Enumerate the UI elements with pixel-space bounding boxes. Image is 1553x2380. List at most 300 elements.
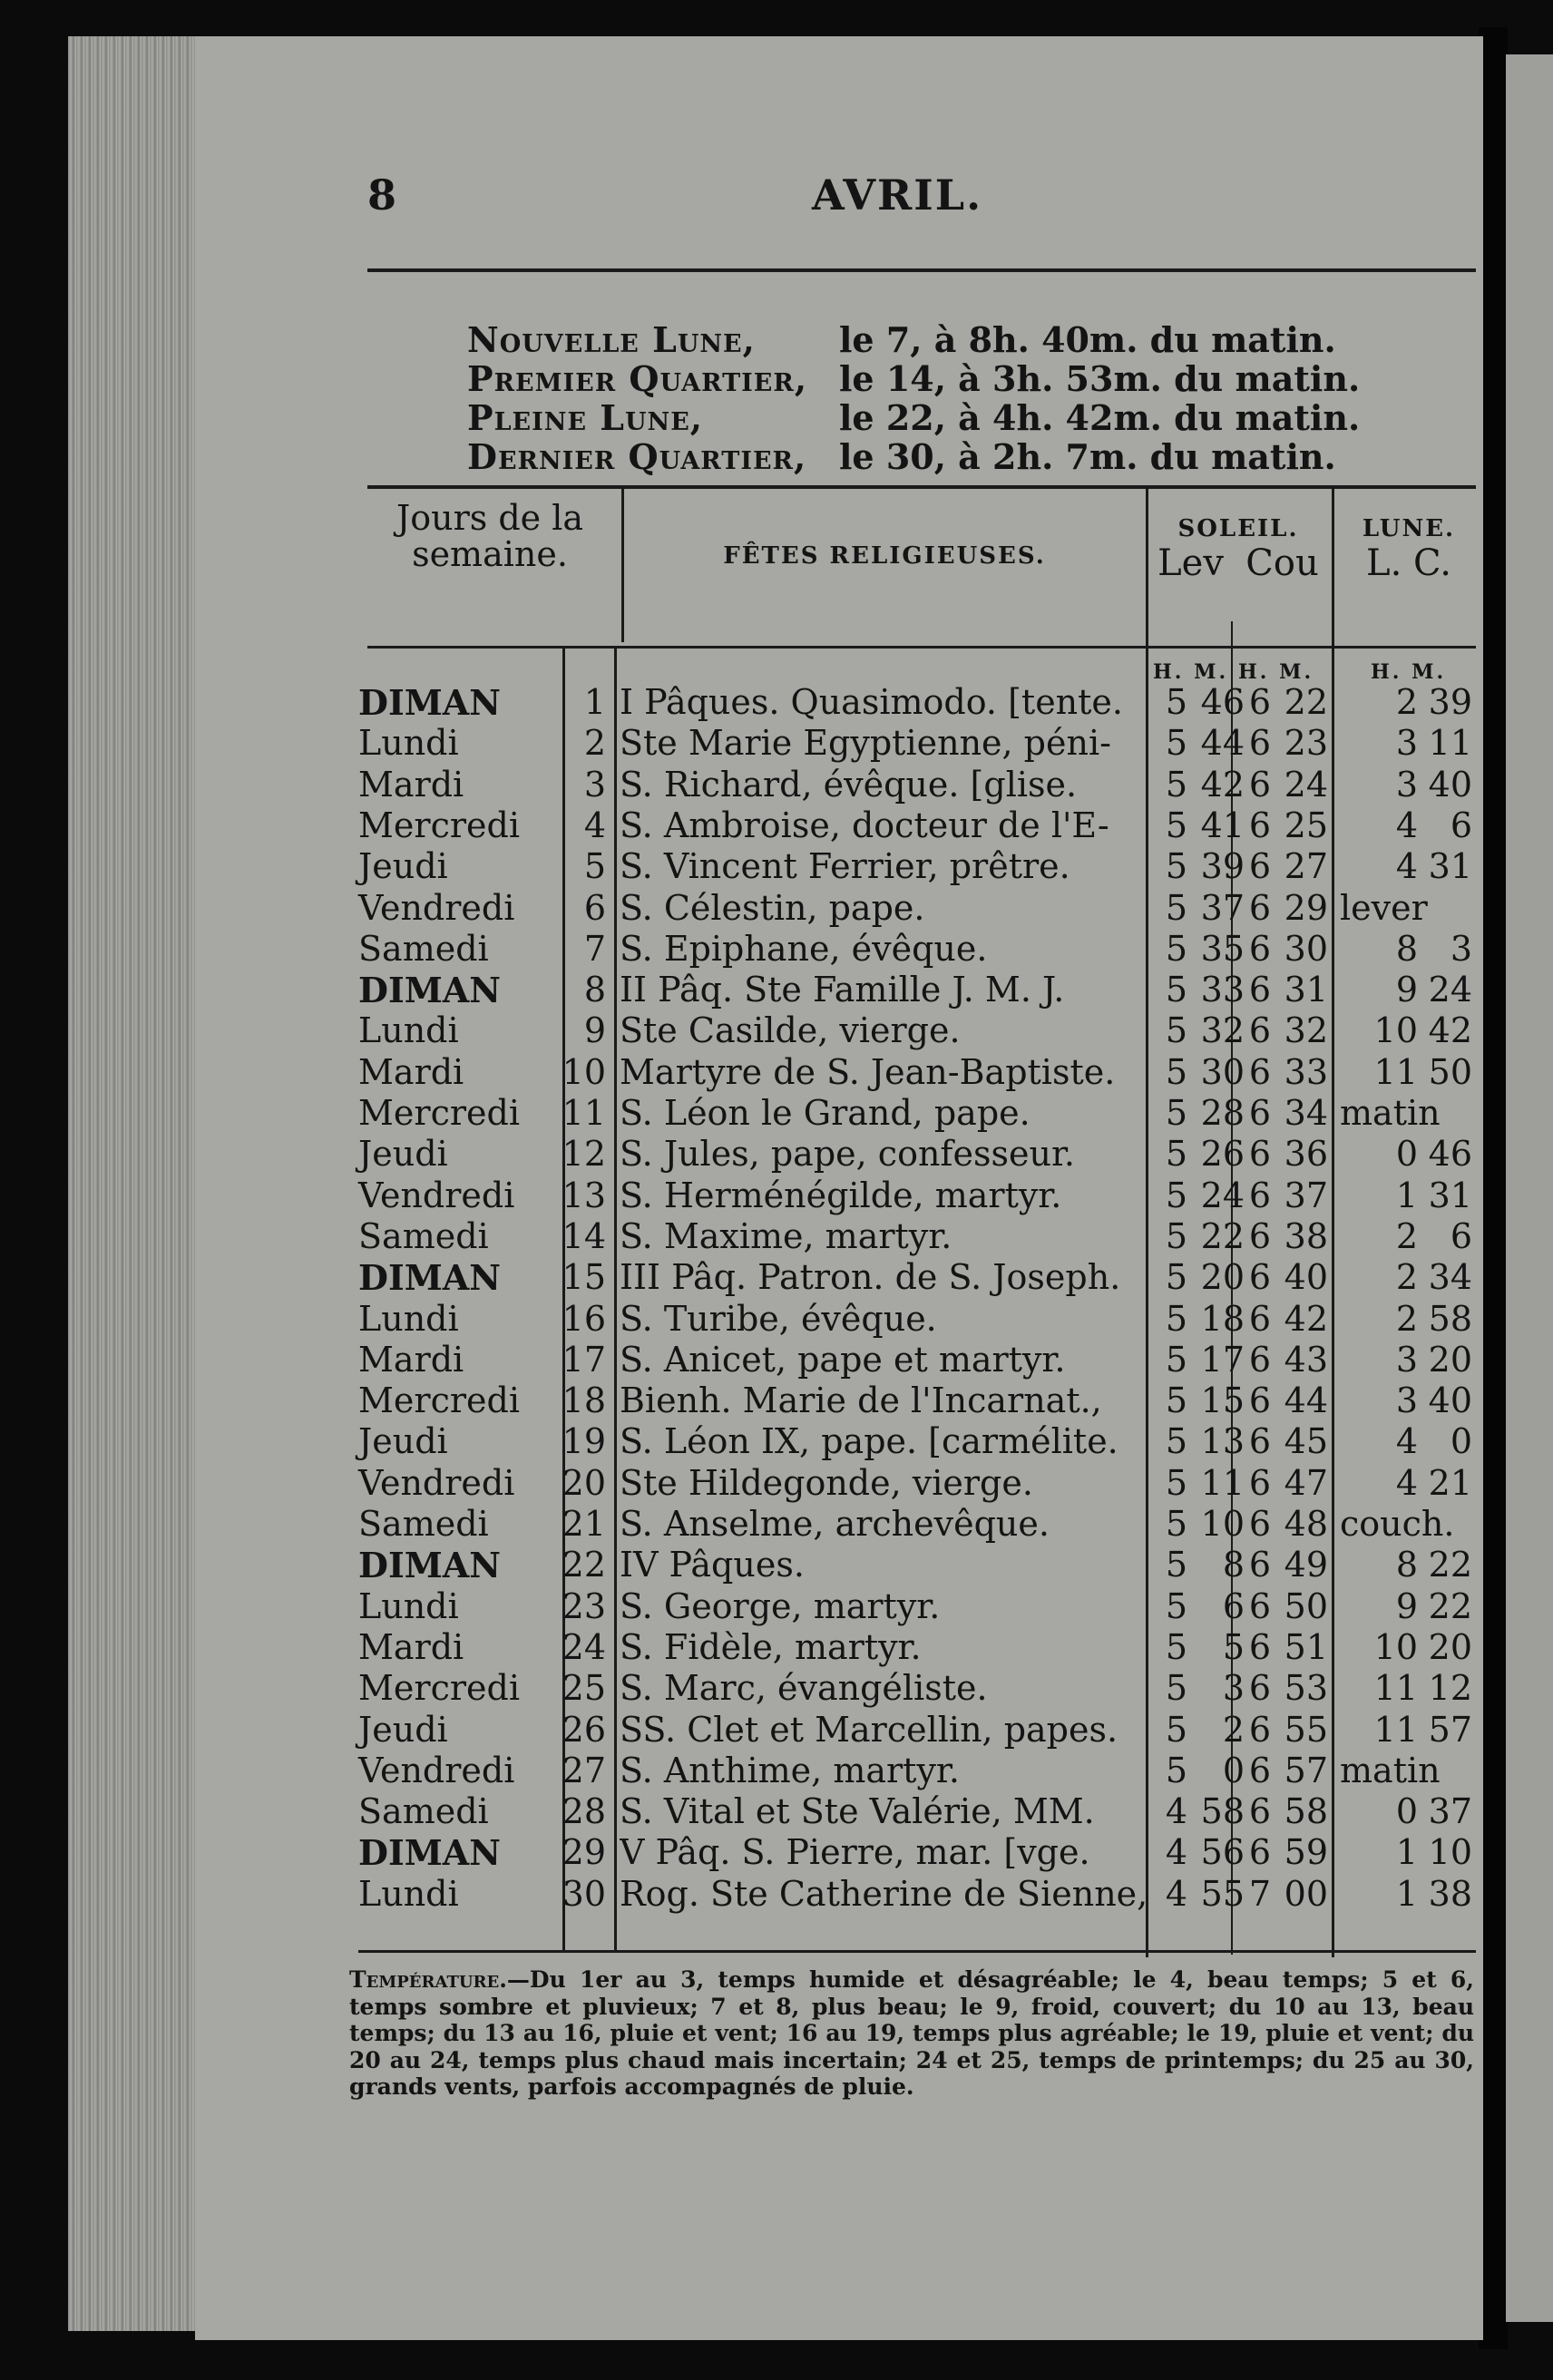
day-cell: Mardi xyxy=(358,1626,464,1667)
rule-bottom xyxy=(358,1950,1476,1953)
day-cell: Vendredi xyxy=(358,1175,515,1215)
moon-hour: 3 xyxy=(1395,1339,1418,1380)
table-row xyxy=(195,1052,1483,1093)
moon-minute: 11 xyxy=(1428,723,1472,764)
sunset-hour: 6 xyxy=(1248,1462,1271,1503)
sunrise-minute: 18 xyxy=(1200,1298,1245,1339)
table-row xyxy=(195,846,1483,887)
date-cell: 10 xyxy=(562,1051,606,1092)
moon-minute: 6 xyxy=(1450,1215,1472,1256)
sunrise-minute: 17 xyxy=(1200,1339,1245,1380)
date-cell: 23 xyxy=(562,1585,606,1626)
day-cell: Jeudi xyxy=(358,846,448,887)
day-cell: Jeudi xyxy=(358,1134,448,1175)
temperature-note xyxy=(349,1966,1474,2101)
sunset-hour: 6 xyxy=(1248,1585,1271,1626)
sunset-minute: 47 xyxy=(1284,1462,1328,1503)
sunrise-hour: 5 xyxy=(1165,1462,1187,1503)
col-sun-set: Cou xyxy=(1245,542,1319,584)
sunrise-hour: 5 xyxy=(1165,1215,1187,1256)
sunset-minute: 40 xyxy=(1284,1257,1328,1298)
sunset-hour: 6 xyxy=(1248,928,1271,969)
table-row xyxy=(195,682,1483,723)
sunset-minute: 44 xyxy=(1284,1380,1328,1421)
table-row xyxy=(195,1010,1483,1051)
moon-hour: 3 xyxy=(1395,1380,1418,1421)
sunset-hour: 6 xyxy=(1248,1626,1271,1667)
sunrise-hour: 5 xyxy=(1165,1380,1187,1421)
day-cell: Mercredi xyxy=(358,805,520,845)
sunset-minute: 32 xyxy=(1284,1010,1328,1051)
moon-minute: 24 xyxy=(1428,970,1472,1010)
date-cell: 24 xyxy=(562,1626,606,1667)
day-cell: Mardi xyxy=(358,764,464,805)
moon-minute: 6 xyxy=(1450,805,1472,845)
feast-cell: S. Anselme, archevêque. xyxy=(620,1504,1050,1544)
sunset-minute: 45 xyxy=(1284,1421,1328,1462)
sunrise-hour: 5 xyxy=(1165,1257,1187,1298)
feast-cell: S. Epiphane, évêque. xyxy=(620,928,988,969)
sunrise-hour: 5 xyxy=(1165,1051,1187,1092)
table-row xyxy=(195,1134,1483,1175)
col-moon-header: LUNE. xyxy=(1362,515,1456,542)
sunset-minute: 27 xyxy=(1284,846,1328,887)
col-sun-rise: Lev xyxy=(1157,542,1224,584)
table-row xyxy=(195,1257,1483,1298)
day-cell: DIMAN xyxy=(358,1545,502,1586)
table-row xyxy=(195,1710,1483,1751)
moon-hour: 11 xyxy=(1373,1709,1418,1750)
moon-minute: 46 xyxy=(1428,1134,1472,1175)
day-cell: Lundi xyxy=(358,1010,459,1051)
sunrise-hour: 5 xyxy=(1165,1298,1187,1339)
table-row xyxy=(195,1421,1483,1462)
day-cell: Jeudi xyxy=(358,1421,448,1462)
moon-hour: 1 xyxy=(1395,1873,1418,1914)
feast-cell: Martyre de S. Jean-Baptiste. xyxy=(620,1051,1116,1092)
sunrise-minute: 2 xyxy=(1222,1709,1245,1750)
table-row xyxy=(195,1832,1483,1873)
sunrise-minute: 37 xyxy=(1200,887,1245,928)
feast-cell: S. Maxime, martyr. xyxy=(620,1215,952,1256)
table-row xyxy=(195,1791,1483,1832)
moon-minute: 0 xyxy=(1450,1421,1472,1462)
sun-rise-hm: H. M. xyxy=(1153,660,1229,684)
sunrise-hour: 5 xyxy=(1165,1339,1187,1380)
day-cell: DIMAN xyxy=(358,1832,502,1874)
sunset-hour: 6 xyxy=(1248,764,1271,805)
date-cell: 15 xyxy=(562,1257,606,1298)
date-cell: 13 xyxy=(562,1175,606,1215)
sunrise-hour: 5 xyxy=(1165,805,1187,845)
moon-phase-detail: le 30, à 2h. 7m. du matin. xyxy=(839,436,1336,477)
sunset-hour: 6 xyxy=(1248,1545,1271,1585)
sunrise-hour: 5 xyxy=(1165,1545,1187,1585)
almanac-page xyxy=(195,36,1483,2340)
sunrise-hour: 5 xyxy=(1165,1134,1187,1175)
sun-set-hm: H. M. xyxy=(1238,660,1314,684)
sunset-hour: 6 xyxy=(1248,1093,1271,1133)
sunset-hour: 6 xyxy=(1248,1010,1271,1051)
sunset-hour: 6 xyxy=(1248,846,1271,887)
sunset-hour: 6 xyxy=(1248,805,1271,845)
day-cell: Lundi xyxy=(358,1585,459,1626)
date-cell: 27 xyxy=(562,1750,606,1790)
sunrise-minute: 28 xyxy=(1200,1093,1245,1133)
sunrise-minute: 10 xyxy=(1200,1504,1245,1544)
sunrise-minute: 0 xyxy=(1222,1750,1245,1790)
sunset-minute: 23 xyxy=(1284,723,1328,764)
rule-header xyxy=(367,646,1476,649)
moon-phase-detail: le 22, à 4h. 42m. du matin. xyxy=(839,397,1361,438)
day-cell: Lundi xyxy=(358,1873,459,1914)
day-cell: Samedi xyxy=(358,1504,489,1544)
sunset-hour: 6 xyxy=(1248,1215,1271,1256)
rule-top xyxy=(367,268,1476,272)
sunset-hour: 6 xyxy=(1248,970,1271,1010)
sunset-minute: 58 xyxy=(1284,1791,1328,1832)
sunset-hour: 6 xyxy=(1248,1791,1271,1832)
moon-phase-name: Premier Quartier, xyxy=(467,358,808,399)
table-row xyxy=(195,1504,1483,1545)
sunrise-hour: 5 xyxy=(1165,764,1187,805)
moon-hour: 3 xyxy=(1395,723,1418,764)
moon-hm: H. M. xyxy=(1371,660,1447,684)
moon-phase-detail: le 14, à 3h. 53m. du matin. xyxy=(839,358,1361,399)
table-row xyxy=(195,1463,1483,1504)
day-cell: Mardi xyxy=(358,1339,464,1380)
feast-cell: SS. Clet et Marcellin, papes. xyxy=(620,1709,1118,1750)
feast-cell: S. Léon le Grand, pape. xyxy=(620,1093,1030,1133)
feast-cell: Ste Marie Egyptienne, péni- xyxy=(620,723,1111,764)
moon-minute: 58 xyxy=(1428,1298,1472,1339)
sunrise-minute: 58 xyxy=(1200,1791,1245,1832)
sunrise-minute: 15 xyxy=(1200,1380,1245,1421)
sunrise-hour: 5 xyxy=(1165,682,1187,722)
day-cell: Vendredi xyxy=(358,1750,515,1790)
feast-cell: I Pâques. Quasimodo. [tente. xyxy=(620,682,1123,722)
date-cell: 3 xyxy=(583,764,606,805)
moon-hour: 1 xyxy=(1395,1832,1418,1873)
table-row xyxy=(195,765,1483,805)
sunset-hour: 6 xyxy=(1248,682,1271,722)
date-cell: 19 xyxy=(562,1421,606,1462)
moon-minute: 31 xyxy=(1428,1175,1472,1215)
sunrise-hour: 5 xyxy=(1165,1421,1187,1462)
moon-minute: 40 xyxy=(1428,1380,1472,1421)
sunrise-hour: 5 xyxy=(1165,1093,1187,1133)
moon-hour: 11 xyxy=(1373,1051,1418,1092)
date-cell: 4 xyxy=(583,805,606,845)
moon-hour: 9 xyxy=(1395,970,1418,1010)
date-cell: 18 xyxy=(562,1380,606,1421)
sunset-minute: 43 xyxy=(1284,1339,1328,1380)
feast-cell: II Pâq. Ste Famille J. M. J. xyxy=(620,970,1065,1010)
sunset-minute: 30 xyxy=(1284,928,1328,969)
sunset-minute: 22 xyxy=(1284,682,1328,722)
sunset-minute: 48 xyxy=(1284,1504,1328,1544)
table-row xyxy=(195,805,1483,846)
day-cell: DIMAN xyxy=(358,1257,502,1299)
feast-cell: S. Richard, évêque. [glise. xyxy=(620,764,1078,805)
table-row xyxy=(195,970,1483,1010)
sunrise-minute: 39 xyxy=(1200,846,1245,887)
facing-page-edge xyxy=(1506,54,1553,2322)
day-cell: Vendredi xyxy=(358,1462,515,1503)
date-cell: 16 xyxy=(562,1298,606,1339)
moon-event: matin xyxy=(1340,1093,1441,1133)
sunset-hour: 6 xyxy=(1248,723,1271,764)
date-cell: 2 xyxy=(583,723,606,764)
sunrise-minute: 42 xyxy=(1200,764,1245,805)
sunrise-hour: 5 xyxy=(1165,1175,1187,1215)
sunrise-minute: 11 xyxy=(1200,1462,1245,1503)
sunset-minute: 50 xyxy=(1284,1585,1328,1626)
sunset-hour: 6 xyxy=(1248,1832,1271,1873)
moon-event: couch. xyxy=(1340,1504,1455,1544)
date-cell: 12 xyxy=(562,1134,606,1175)
table-row xyxy=(195,1093,1483,1134)
moon-hour: 2 xyxy=(1395,682,1418,722)
date-cell: 14 xyxy=(562,1215,606,1256)
date-cell: 21 xyxy=(562,1504,606,1544)
moon-hour: 2 xyxy=(1395,1215,1418,1256)
date-cell: 1 xyxy=(583,682,606,722)
sunrise-minute: 8 xyxy=(1222,1545,1245,1585)
moon-event: lever xyxy=(1340,887,1428,928)
sunset-minute: 55 xyxy=(1284,1709,1328,1750)
feast-cell: S. Marc, évangéliste. xyxy=(620,1668,988,1709)
sunset-hour: 6 xyxy=(1248,1504,1271,1544)
feast-cell: Bienh. Marie de l'Incarnat., xyxy=(620,1380,1102,1421)
moon-hour: 4 xyxy=(1395,1421,1418,1462)
sunset-minute: 51 xyxy=(1284,1626,1328,1667)
sunset-hour: 6 xyxy=(1248,1421,1271,1462)
moon-hour: 9 xyxy=(1395,1585,1418,1626)
moon-minute: 12 xyxy=(1428,1668,1472,1709)
table-row xyxy=(195,1874,1483,1915)
rule-phases xyxy=(367,485,1476,489)
feast-cell: S. Vincent Ferrier, prêtre. xyxy=(620,846,1070,887)
feast-cell: S. Jules, pape, confesseur. xyxy=(620,1134,1076,1175)
sunrise-hour: 5 xyxy=(1165,1750,1187,1790)
table-row xyxy=(195,1340,1483,1380)
moon-minute: 42 xyxy=(1428,1010,1472,1051)
sunrise-minute: 32 xyxy=(1200,1010,1245,1051)
sunrise-minute: 33 xyxy=(1200,970,1245,1010)
sunset-minute: 24 xyxy=(1284,764,1328,805)
sunrise-hour: 5 xyxy=(1165,1504,1187,1544)
moon-hour: 10 xyxy=(1373,1626,1418,1667)
day-cell: Mardi xyxy=(358,1051,464,1092)
sunrise-hour: 5 xyxy=(1165,887,1187,928)
feast-cell: S. Turibe, évêque. xyxy=(620,1298,937,1339)
sunrise-minute: 30 xyxy=(1200,1051,1245,1092)
day-cell: Samedi xyxy=(358,1215,489,1256)
feast-cell: S. Vital et Ste Valérie, MM. xyxy=(620,1791,1095,1832)
day-cell: Vendredi xyxy=(358,887,515,928)
sunrise-hour: 5 xyxy=(1165,928,1187,969)
table-row xyxy=(195,1627,1483,1668)
temperature-text: —Du 1er au 3, temps humide et désagréable; le 4, beau temps; 5 et 6, temps sombre et pluvieux; 7 et 8, plus beau; le 9, froid, couvert; du 10 au 13, beau temps; du 13 au 16, pluie et vent; 16 au 19, temps plus agréable; le 19, pluie et vent; du 20 au 24, temps plus chaud mais incertain; 24 et 25, temps de printemps; du 25 au 30, grands vents, parfois accompagnés de pluie. xyxy=(349,1966,1474,2100)
moon-minute: 37 xyxy=(1428,1791,1472,1832)
date-cell: 26 xyxy=(562,1709,606,1750)
date-cell: 8 xyxy=(583,970,606,1010)
moon-hour: 11 xyxy=(1373,1668,1418,1709)
date-cell: 28 xyxy=(562,1791,606,1832)
sunrise-hour: 4 xyxy=(1165,1832,1187,1873)
table-row xyxy=(195,1175,1483,1216)
day-cell: Lundi xyxy=(358,1298,459,1339)
date-cell: 11 xyxy=(562,1093,606,1133)
sunrise-minute: 55 xyxy=(1200,1873,1245,1914)
sunset-minute: 00 xyxy=(1284,1873,1328,1914)
sunset-minute: 49 xyxy=(1284,1545,1328,1585)
table-row xyxy=(195,1545,1483,1585)
feast-cell: S. Herménégilde, martyr. xyxy=(620,1175,1062,1215)
sunrise-hour: 5 xyxy=(1165,1709,1187,1750)
moon-minute: 38 xyxy=(1428,1873,1472,1914)
date-cell: 6 xyxy=(583,887,606,928)
header-divider-1 xyxy=(621,488,624,642)
sunrise-minute: 22 xyxy=(1200,1215,1245,1256)
moon-minute: 39 xyxy=(1428,682,1472,722)
moon-hour: 4 xyxy=(1395,846,1418,887)
sunrise-minute: 26 xyxy=(1200,1134,1245,1175)
feast-cell: S. Anthime, martyr. xyxy=(620,1750,960,1790)
date-cell: 30 xyxy=(562,1873,606,1914)
moon-minute: 3 xyxy=(1450,928,1472,969)
day-cell: Samedi xyxy=(358,928,489,969)
sunrise-minute: 35 xyxy=(1200,928,1245,969)
feast-cell: S. Anicet, pape et martyr. xyxy=(620,1339,1066,1380)
day-cell: Samedi xyxy=(358,1791,489,1832)
feast-cell: Rog. Ste Catherine de Sienne, xyxy=(620,1873,1148,1914)
col-moon-sub: L. C. xyxy=(1366,542,1451,584)
sunset-minute: 33 xyxy=(1284,1051,1328,1092)
moon-event: matin xyxy=(1340,1750,1441,1790)
sunset-minute: 57 xyxy=(1284,1750,1328,1790)
sunset-minute: 59 xyxy=(1284,1832,1328,1873)
sunrise-minute: 20 xyxy=(1200,1257,1245,1298)
day-cell: Mercredi xyxy=(358,1380,520,1421)
sunset-hour: 6 xyxy=(1248,1134,1271,1175)
date-cell: 20 xyxy=(562,1462,606,1503)
moon-hour: 2 xyxy=(1395,1298,1418,1339)
moon-phase-name: Pleine Lune, xyxy=(467,397,704,438)
sunrise-minute: 3 xyxy=(1222,1668,1245,1709)
sunset-minute: 37 xyxy=(1284,1175,1328,1215)
date-cell: 7 xyxy=(583,928,606,969)
moon-hour: 0 xyxy=(1395,1134,1418,1175)
table-row xyxy=(195,888,1483,929)
sunset-minute: 42 xyxy=(1284,1298,1328,1339)
month-title: AVRIL. xyxy=(812,171,983,219)
sunset-minute: 38 xyxy=(1284,1215,1328,1256)
feast-cell: S. Fidèle, martyr. xyxy=(620,1626,922,1667)
sunrise-minute: 44 xyxy=(1200,723,1245,764)
date-cell: 17 xyxy=(562,1339,606,1380)
sunrise-hour: 4 xyxy=(1165,1873,1187,1914)
book-page-edges xyxy=(68,36,204,2331)
sunset-minute: 34 xyxy=(1284,1093,1328,1133)
date-cell: 9 xyxy=(583,1010,606,1051)
sunset-hour: 6 xyxy=(1248,1298,1271,1339)
sunrise-minute: 13 xyxy=(1200,1421,1245,1462)
sunset-minute: 36 xyxy=(1284,1134,1328,1175)
col-days-header: Jours de la semaine. xyxy=(396,498,584,574)
moon-minute: 22 xyxy=(1428,1585,1472,1626)
moon-minute: 20 xyxy=(1428,1339,1472,1380)
moon-hour: 4 xyxy=(1395,1462,1418,1503)
moon-minute: 22 xyxy=(1428,1545,1472,1585)
day-cell: Mercredi xyxy=(358,1093,520,1133)
moon-hour: 4 xyxy=(1395,805,1418,845)
table-row xyxy=(195,1380,1483,1421)
sunrise-minute: 6 xyxy=(1222,1585,1245,1626)
sunset-hour: 6 xyxy=(1248,1668,1271,1709)
col-sun-header: SOLEIL. xyxy=(1177,515,1299,542)
sunset-minute: 25 xyxy=(1284,805,1328,845)
sunrise-hour: 5 xyxy=(1165,1585,1187,1626)
day-cell: DIMAN xyxy=(358,682,502,723)
sunrise-minute: 56 xyxy=(1200,1832,1245,1873)
date-cell: 29 xyxy=(562,1832,606,1873)
table-row xyxy=(195,929,1483,970)
sunset-hour: 6 xyxy=(1248,1257,1271,1298)
moon-hour: 0 xyxy=(1395,1791,1418,1832)
sunset-hour: 7 xyxy=(1248,1873,1271,1914)
sunset-minute: 29 xyxy=(1284,887,1328,928)
sunrise-minute: 46 xyxy=(1200,682,1245,722)
moon-minute: 31 xyxy=(1428,846,1472,887)
col-feasts-header: FÊTES RELIGIEUSES. xyxy=(723,542,1046,570)
moon-hour: 8 xyxy=(1395,928,1418,969)
sunset-hour: 6 xyxy=(1248,1709,1271,1750)
moon-hour: 1 xyxy=(1395,1175,1418,1215)
sunset-hour: 6 xyxy=(1248,1175,1271,1215)
table-row xyxy=(195,1586,1483,1627)
sunrise-hour: 5 xyxy=(1165,1010,1187,1051)
table-row xyxy=(195,1668,1483,1709)
feast-cell: Ste Hildegonde, vierge. xyxy=(620,1462,1033,1503)
sunrise-hour: 5 xyxy=(1165,1626,1187,1667)
day-cell: Jeudi xyxy=(358,1709,448,1750)
sunrise-minute: 41 xyxy=(1200,805,1245,845)
date-cell: 5 xyxy=(583,846,606,887)
moon-minute: 34 xyxy=(1428,1257,1472,1298)
date-cell: 25 xyxy=(562,1668,606,1709)
sunrise-hour: 4 xyxy=(1165,1791,1187,1832)
feast-cell: S. Ambroise, docteur de l'E- xyxy=(620,805,1109,845)
sunset-hour: 6 xyxy=(1248,1380,1271,1421)
feast-cell: V Pâq. S. Pierre, mar. [vge. xyxy=(620,1832,1090,1873)
moon-minute: 50 xyxy=(1428,1051,1472,1092)
day-cell: DIMAN xyxy=(358,970,502,1011)
sunrise-minute: 5 xyxy=(1222,1626,1245,1667)
table-row xyxy=(195,1216,1483,1257)
moon-hour: 3 xyxy=(1395,764,1418,805)
sunrise-minute: 24 xyxy=(1200,1175,1245,1215)
feast-cell: Ste Casilde, vierge. xyxy=(620,1010,961,1051)
moon-minute: 57 xyxy=(1428,1709,1472,1750)
sunset-hour: 6 xyxy=(1248,1339,1271,1380)
sunset-hour: 6 xyxy=(1248,887,1271,928)
sunset-minute: 53 xyxy=(1284,1668,1328,1709)
moon-minute: 20 xyxy=(1428,1626,1472,1667)
moon-phase-detail: le 7, à 8h. 40m. du matin. xyxy=(839,319,1336,360)
table-row xyxy=(195,1299,1483,1340)
